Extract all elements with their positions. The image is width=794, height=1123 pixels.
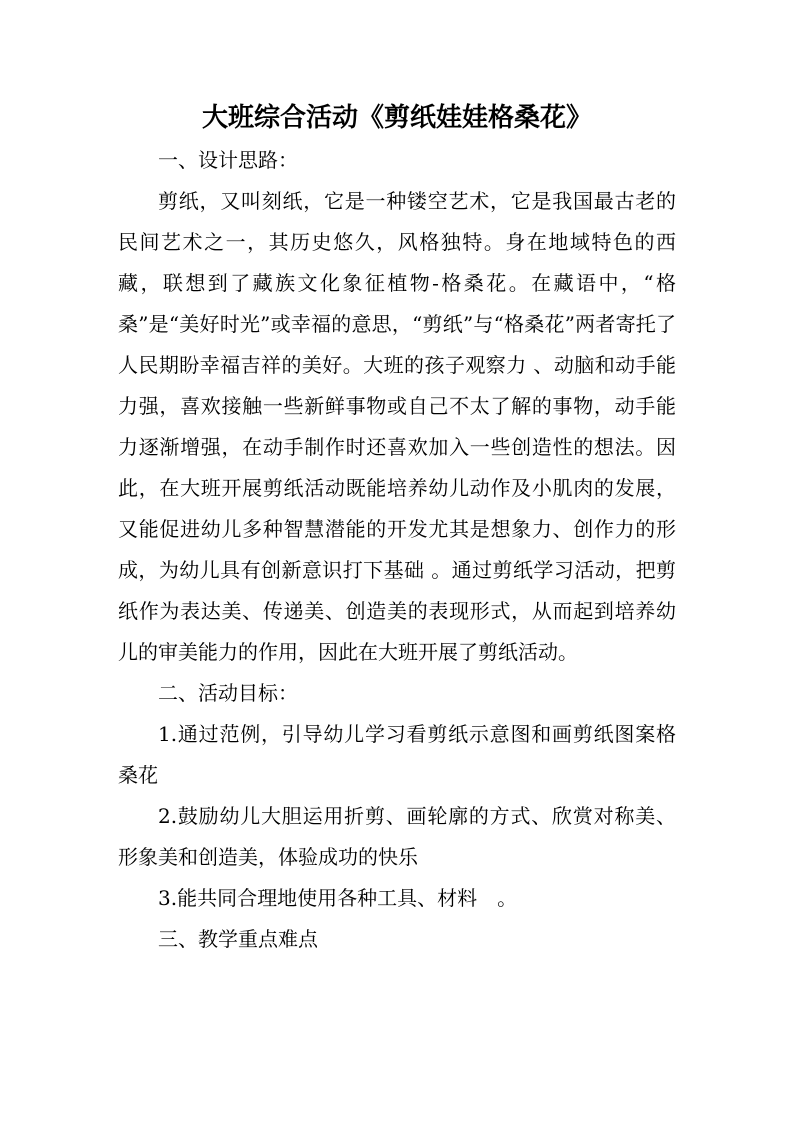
section-heading-key-points: 三、教学重点难点	[158, 927, 318, 951]
document-title: 大班综合活动《剪纸娃娃格桑花》	[201, 103, 592, 133]
document-body	[118, 140, 676, 960]
goal-item-3: 3.能共同合理地使用各种工具、材料 。	[158, 886, 518, 910]
paragraph-design-idea: 剪纸，又叫刻纸，它是一种镂空艺术，它是我国最古老的民间艺术之一，其历史悠久，风格独特。身在地域特色的西藏，联想到了藏族文化象征植物-格桑花。在藏语中，“格桑”是“美好时光”或幸福的意思，“剪纸”与“格桑花”两者寄托了人民期盼幸福吉祥的美好。大班的孩子观察力 、动脑和动手能力强，喜欢接触一些新鲜事物或自己不太了解的事物，动手能力逐渐增强，在动手制作时还喜欢加入一些创造性的想法。因此，在大班开展剪纸活动既能培养幼儿动作及小肌肉的发展，又能促进幼儿多种智慧潜能的开发尤其是想象力、创作力的形成，为幼儿具有创新意识打下基础 。通过剪纸学习活动，把剪纸作为表达美、传递美、创造美的表现形式，从而起到培养幼儿的审美能力的作用，因此在大班开展了剪纸活动。	[118, 189, 676, 664]
goal-item-2: 2.鼓励幼儿大胆运用折剪、画轮廓的方式、欣赏对称美、形象美和创造美，体验成功的快乐	[118, 804, 676, 869]
section-heading-goals: 二、活动目标：	[158, 681, 298, 705]
section-heading-design-idea: 一、设计思路：	[158, 148, 298, 172]
goal-item-1: 1.通过范例，引导幼儿学习看剪纸示意图和画剪纸图案格桑花	[118, 722, 676, 787]
